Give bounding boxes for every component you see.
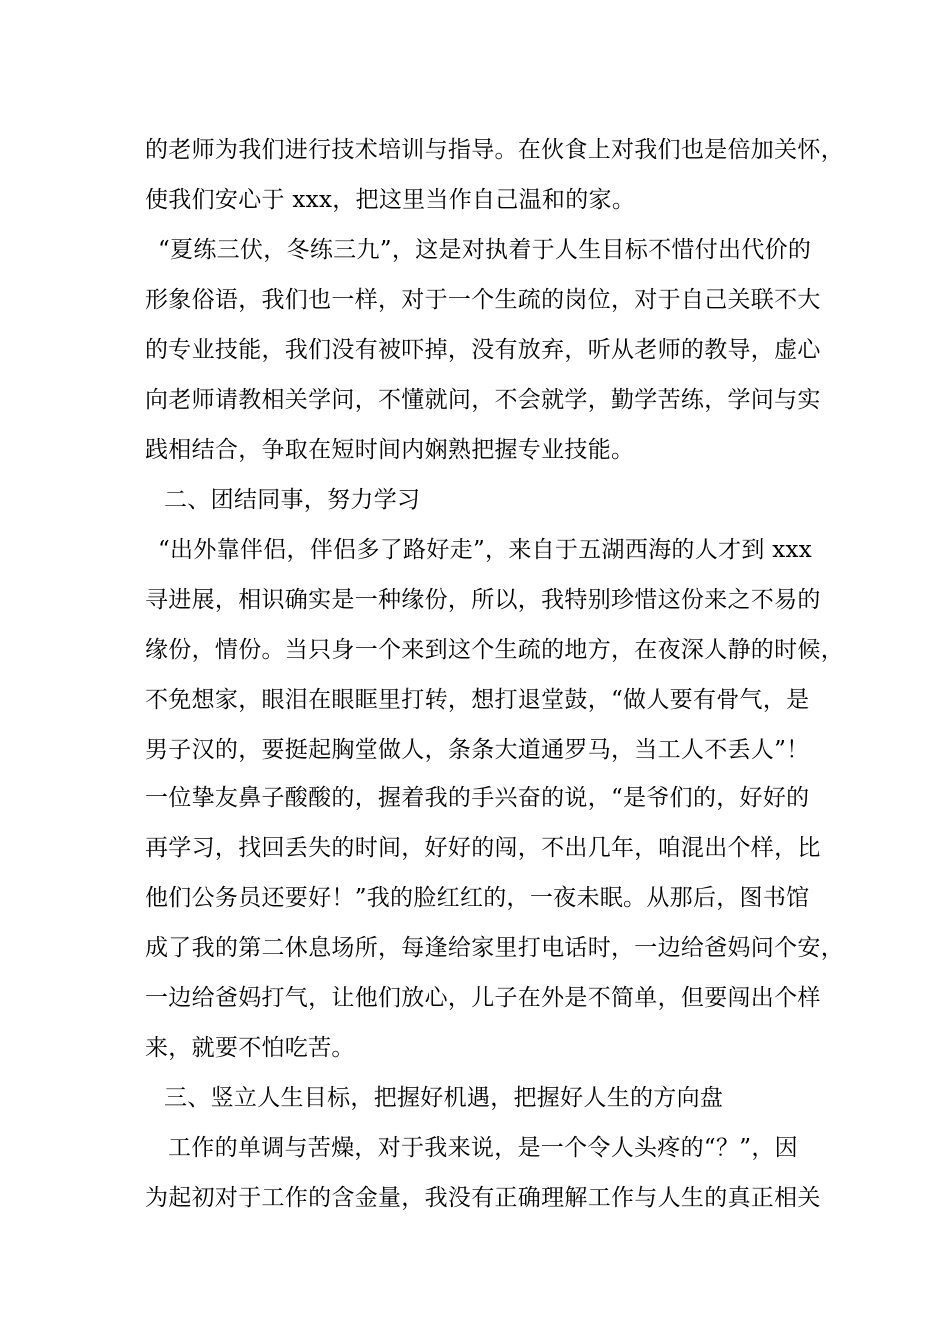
- text-line: 一边给爸妈打气，让他们放心，儿子在外是不简单，但要闯出个样: [145, 985, 821, 1011]
- text-line: 的专业技能，我们没有被吓掉，没有放弃，听从老师的教导，虚心: [145, 337, 821, 363]
- text-line: 工作的单调与苦燥，对于我来说，是一个令人头疼的“？”，因: [168, 1135, 798, 1161]
- text-line: 男子汉的，要挺起胸堂做人，条条大道通罗马，当工人不丢人”！: [145, 737, 810, 763]
- text-line: “夏练三伏，冬练三九”，这是对执着于人生目标不惜付出代价的: [158, 237, 812, 263]
- section-heading: 二、团结同事，努力学习: [164, 487, 421, 513]
- text-line: 来，就要不怕吃苦。: [145, 1035, 355, 1061]
- text-line: “出外靠伴侣，伴侣多了路好走”，来自于五湖西海的人才到 xxx: [158, 537, 813, 563]
- text-line: 缘份，情份。当只身一个来到这个生疏的地方，在夜深人静的时候，: [145, 637, 844, 663]
- text-line: 再学习，找回丢失的时间，好好的闯，不出几年，咱混出个样，比: [145, 835, 821, 861]
- text-line: 为起初对于工作的含金量，我没有正确理解工作与人生的真正相关: [145, 1185, 821, 1211]
- text-line: 向老师请教相关学问，不懂就问，不会就学，勤学苦练，学问与实: [145, 387, 821, 413]
- text-line: 成了我的第二休息场所，每逢给家里打电话时，一边给爸妈问个安，: [145, 935, 844, 961]
- section-heading: 三、竖立人生目标，把握好机遇，把握好人生的方向盘: [164, 1085, 724, 1111]
- text-line: 一位挚友鼻子酸酸的，握着我的手兴奋的说，“是爷们的，好好的: [145, 785, 810, 811]
- text-line: 使我们安心于 xxx，把这里当作自己温和的家。: [145, 187, 636, 213]
- text-line: 践相结合，争取在短时间内娴熟把握专业技能。: [145, 437, 635, 463]
- text-line: 不免想家，眼泪在眼眶里打转，想打退堂鼓，“做人要有骨气，是: [145, 687, 810, 713]
- text-line: 形象俗语，我们也一样，对于一个生疏的岗位，对于自己关联不大: [145, 287, 821, 313]
- text-line: 他们公务员还要好！”我的脸红红的，一夜未眠。从那后，图书馆: [145, 885, 810, 911]
- text-line: 的老师为我们进行技术培训与指导。在伙食上对我们也是倍加关怀，: [145, 137, 844, 163]
- text-line: 寻进展，相识确实是一种缘份，所以，我特别珍惜这份来之不易的: [145, 587, 821, 613]
